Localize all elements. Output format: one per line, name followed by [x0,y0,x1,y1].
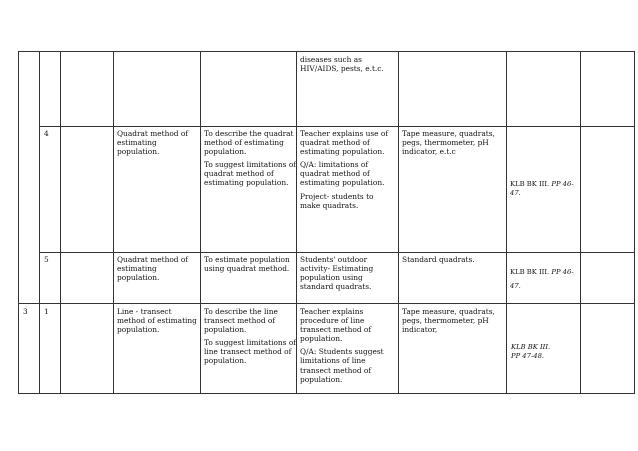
resources-cell: Tape measure, quadrats, pegs, thermometer, pH indicator, [402,307,495,335]
column-divider [296,51,297,394]
reference-pages: PP 46-47. [510,268,574,290]
activity-text: diseases such as HIV/AIDS, pests, e.t.c. [300,55,384,74]
reference-book: KLB BK III. [511,343,551,351]
reference-pages: PP 46-47. [510,180,574,198]
objective-text: To suggest limitations of quadrat method of estimating population. [204,160,296,188]
objective-text: To describe the quadrat method of estimating population. [204,129,294,157]
objectives-cell [204,129,296,192]
column-divider [634,51,635,394]
resources-cell: Standard quadrats. [402,255,475,264]
objective-text: To describe the line transect method of population. [204,307,278,335]
activity-text: Q/A: Students suggest limitations of line transect method of population. [300,347,384,384]
row-divider [40,126,635,127]
table-bottom-border [18,393,635,394]
week-cell: 3 [23,307,28,316]
column-divider [18,51,19,394]
topic-cell: Quadrat method of estimating population. [117,255,189,283]
reference-book: KLB BK III. [510,180,550,188]
column-divider [506,51,507,394]
column-divider [113,51,114,394]
objective-text: To suggest limitations of line transect method of population. [204,338,296,366]
objectives-cell [204,307,296,370]
activity-text: Teacher explains use of quadrat method of estimating population. [300,129,389,157]
reference-cell [510,180,578,198]
column-divider [398,51,399,394]
topic-cell: Line - transect method of estimating population. [117,307,197,335]
lesson-cell: 1 [44,307,49,316]
activities-cell [300,129,394,214]
column-divider [39,51,40,394]
column-divider [60,51,61,394]
activities-cell [300,55,394,77]
lesson-cell: 5 [44,255,49,264]
reference-cell [511,343,577,361]
objective-text: To estimate population using quadrat method. [204,255,290,274]
row-divider [18,303,635,304]
objectives-cell [204,255,296,277]
reference-cell [510,265,576,293]
row-divider [40,252,635,253]
column-divider [580,51,581,394]
resources-cell: Tape measure, quadrats, pegs, thermometer, pH indicator, e.t.c [402,129,495,157]
topic-cell: Quadrat method of estimating population. [117,129,189,157]
reference-pages: PP 47-48. [511,352,545,361]
activity-text: Project- students to make quadrats. [300,191,374,210]
lesson-cell: 4 [44,129,49,138]
activity-text: Q/A: limitations of quadrat method of estimating population. [300,160,385,188]
reference-book: KLB BK III. [510,268,550,276]
table-top-border [18,51,635,52]
activity-text: Teacher explains procedure of line transect method of population. [300,307,372,344]
column-divider [200,51,201,394]
activities-cell [300,307,394,388]
activity-text: Students' outdoor activity- Estimating population using standard quadrats. [300,255,374,292]
activities-cell [300,255,394,295]
